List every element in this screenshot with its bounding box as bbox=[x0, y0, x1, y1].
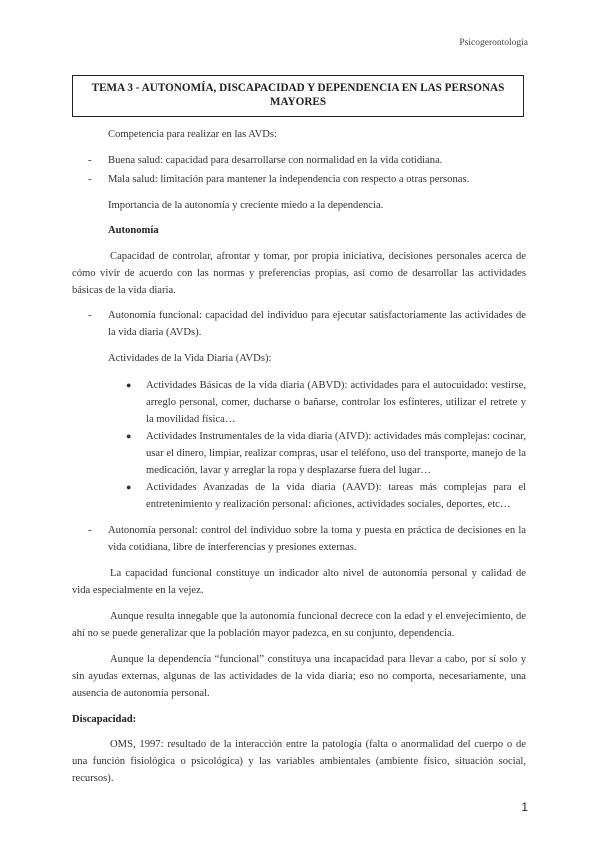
dash-marker: - bbox=[88, 174, 92, 185]
list-item bbox=[126, 428, 526, 479]
list-item bbox=[126, 479, 526, 513]
paragraph-innegable: Aunque resulta innegable que la autonomía funcional decrece con la edad y el envejecimiento, de ahí no se puede generalizar que la población mayor padezca, en su conjunto, dependencia. bbox=[72, 611, 526, 639]
autonomia-heading: Autonomía bbox=[108, 225, 159, 236]
paragraph-capacidad: La capacidad funcional constituye un indicador alto nivel de autonomía personal y calidad de vida especialmente en la vejez. bbox=[72, 568, 526, 596]
list-item bbox=[90, 522, 526, 556]
dash-marker: - bbox=[88, 310, 92, 321]
discapacidad-heading: Discapacidad: bbox=[72, 714, 137, 725]
list-item bbox=[126, 377, 526, 428]
topic-title-box bbox=[72, 75, 524, 117]
list-item-text: Actividades Básicas de la vida diaria (ABVD): actividades para el autocuidado: vestirse, arreglo personal, comer, ducharse o bañarse, controlar los esfínteres, utilizar el retrete y la movilidad física… bbox=[146, 380, 526, 425]
list-item-text: Buena salud: capacidad para desarrollarse con normalidad en la vida cotidiana. bbox=[108, 155, 443, 166]
discapacidad-definition: OMS, 1997: resultado de la interacción entre la patología (falta o anormalidad del cuerpo o de una función fisiológica o psicológica) y las variables ambientales (ambiente físico, situación social, recursos). bbox=[72, 739, 526, 784]
list-item bbox=[90, 171, 526, 188]
bullet-marker: ● bbox=[126, 431, 132, 441]
dash-marker: - bbox=[88, 525, 92, 536]
topic-title-line2: MAYORES bbox=[269, 95, 327, 108]
autonomia-definition: Capacidad de controlar, afrontar y tomar, por propia iniciativa, decisiones personales acerca de cómo vivir de acuerdo con las normas y preferencias propias, así como de desarrollar las actividades básicas de la vida diaria. bbox=[72, 251, 526, 296]
topic-title-line1: TEMA 3 - AUTONOMÍA, DISCAPACIDAD Y DEPENDENCIA EN LAS PERSONAS bbox=[91, 82, 505, 94]
importancia-text: Importancia de la autonomía y creciente miedo a la dependencia. bbox=[108, 200, 384, 211]
list-item-text: Autonomía personal: control del individuo sobre la toma y puesta en práctica de decisiones en la vida cotidiana, libre de interferencias y presiones externas. bbox=[108, 525, 526, 553]
list-item bbox=[90, 307, 526, 341]
list-item bbox=[90, 152, 526, 169]
dash-marker: - bbox=[88, 155, 92, 166]
list-item-text: Mala salud: limitación para mantener la independencia con respecto a otras personas. bbox=[108, 174, 470, 185]
paragraph-dependencia: Aunque la dependencia “funcional” constituya una incapacidad para llevar a cabo, por sí solo y sin ayudas externas, algunas de las actividades de la vida diaria; eso no comporta, necesariamente, una ausencia de autonomía personal. bbox=[72, 654, 526, 699]
avd-heading: Actividades de la Vida Diaria (AVDs): bbox=[108, 353, 272, 364]
bullet-marker: ● bbox=[126, 380, 132, 390]
page-header-subject: Psicogerontología bbox=[459, 38, 528, 48]
list-item-text: Actividades Instrumentales de la vida diaria (AIVD): actividades más complejas: cocinar, usar el dinero, limpiar, realizar compras, usar el teléfono, uso del transporte, manejo de la medicación, lavar y arreglar la ropa y desplazarse fuera del lugar… bbox=[146, 431, 526, 476]
list-item-text: Actividades Avanzadas de la vida diaria (AAVD): tareas más complejas para el entretenimiento y realización personal: aficiones, actividades sociales, deportes, etc… bbox=[146, 482, 526, 510]
page-number: 1 bbox=[521, 800, 528, 814]
competencia-text: Competencia para realizar en las AVDs: bbox=[108, 129, 277, 140]
list-item-text: Autonomía funcional: capacidad del individuo para ejecutar satisfactoriamente las actividades de la vida diaria (AVDs). bbox=[108, 310, 526, 338]
bullet-marker: ● bbox=[126, 482, 132, 492]
